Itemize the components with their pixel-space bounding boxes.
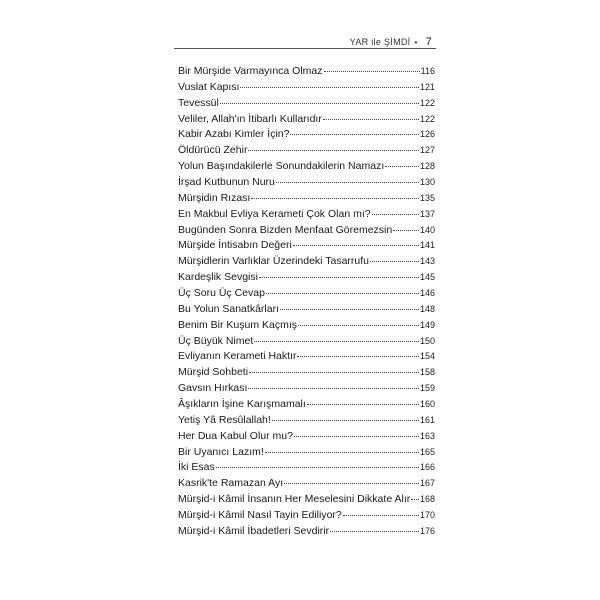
toc-entry	[178, 413, 435, 429]
toc-entry-page: 130	[419, 177, 435, 188]
toc-entry-title: Gavsın Hırkası	[178, 382, 248, 395]
dot-leader	[385, 158, 419, 167]
toc-entry-title: Üç Soru Üç Cevap	[178, 287, 265, 300]
dot-leader	[266, 285, 419, 294]
toc-entry-title: Benim Bir Kuşum Kaçmış	[178, 318, 298, 331]
toc-entry-page: 128	[419, 161, 435, 172]
toc-entry	[178, 80, 435, 96]
dot-leader	[393, 222, 419, 231]
toc-entry-title: Bugünden Sonra Bizden Menfaat Göremezsin	[178, 223, 393, 236]
toc-entry-title: İki Esas	[178, 461, 215, 474]
toc-entry-title: Âşıkların İşine Karışmamalı	[178, 398, 306, 411]
toc-entry	[178, 365, 435, 381]
toc-entry	[178, 191, 435, 207]
toc-entry	[178, 492, 435, 508]
toc-entry-title: Her Dua Kabul Olur mu?	[178, 429, 293, 442]
toc-entry	[178, 286, 435, 302]
dot-leader	[240, 79, 418, 88]
dot-leader	[343, 507, 419, 516]
dot-leader	[297, 349, 419, 358]
toc-entry-page: 167	[419, 478, 435, 489]
toc-entry	[178, 96, 435, 112]
toc-entry-page: 135	[419, 192, 435, 203]
dot-leader	[293, 238, 419, 247]
toc-entry	[178, 302, 435, 318]
toc-entry-page: 170	[419, 510, 435, 521]
toc-entry-title: Yetiş Yâ Resûlallah!	[178, 413, 271, 426]
toc-entry-page: 160	[419, 399, 435, 410]
toc-entry	[178, 508, 435, 524]
toc-entry-page: 161	[419, 414, 435, 425]
toc-entry-title: Bir Uyanıcı Lazım!	[178, 445, 264, 458]
toc-entry-page: 140	[419, 224, 435, 235]
toc-entry-page: 168	[419, 494, 435, 505]
dot-leader	[294, 428, 419, 437]
toc-entry	[178, 143, 435, 159]
toc-entry	[178, 238, 435, 254]
toc-entry	[178, 254, 435, 270]
page-number: 7	[425, 36, 432, 48]
toc-entry	[178, 207, 435, 223]
toc-entry-page: 146	[419, 288, 435, 299]
toc-entry-title: Bu Yolun Sanatkârları	[178, 302, 279, 315]
toc-entry-title: Veliler, Allah'ın İtibarlı Kullarıdır	[178, 112, 322, 125]
toc-entry	[178, 460, 435, 476]
toc-entry-title: Yolun Başındakilerle Sonundakilerin Namazı	[178, 160, 385, 173]
toc-entry	[178, 270, 435, 286]
toc-entry-title: Mürşid-i Kâmil İbadetleri Sevdirir	[178, 524, 330, 537]
toc-entry-title: Mürşidlerin Varlıklar Üzerindeki Tasarrufu	[178, 255, 370, 268]
dot-leader	[249, 364, 419, 373]
toc-entry-page: 150	[419, 335, 435, 346]
toc-entry	[178, 524, 435, 540]
dot-leader	[323, 111, 419, 120]
toc-entry-page: 154	[419, 351, 435, 362]
toc-entry	[178, 112, 435, 128]
toc-entry-title: Mürşid Sohbeti	[178, 366, 249, 379]
toc-entry-page: 158	[419, 367, 435, 378]
header-bullet: •	[414, 37, 418, 47]
dot-leader	[265, 444, 419, 453]
toc-entry	[178, 445, 435, 461]
dot-leader	[298, 317, 419, 326]
dot-leader	[259, 269, 419, 278]
dot-leader	[220, 95, 419, 104]
toc-entry-page: 148	[419, 303, 435, 314]
toc-entry-title: Evliyanın Kerameti Haktır	[178, 350, 297, 363]
toc-entry-page: 126	[419, 129, 435, 140]
toc-entry-title: Mürşidin Rızası	[178, 191, 251, 204]
toc-entry	[178, 381, 435, 397]
dot-leader	[411, 491, 419, 500]
dot-leader	[284, 475, 419, 484]
toc-entry-title: Mürşid-i Kâmil Nasıl Tayin Ediliyor?	[178, 509, 342, 522]
toc-entry-title: Tevessül	[178, 96, 219, 109]
toc-entry	[178, 159, 435, 175]
running-header	[176, 36, 432, 48]
table-of-contents	[178, 64, 435, 540]
dot-leader	[330, 523, 419, 532]
toc-entry-page: 166	[419, 462, 435, 473]
header-rule	[174, 48, 436, 49]
toc-entry	[178, 223, 435, 239]
dot-leader	[248, 380, 419, 389]
toc-entry-page: 159	[419, 383, 435, 394]
toc-entry-page: 141	[419, 240, 435, 251]
toc-entry-title: İrşad Kutbunun Nuru	[178, 176, 275, 189]
toc-entry-title: Üç Büyük Nimet	[178, 334, 254, 347]
dot-leader	[254, 333, 419, 342]
toc-entry	[178, 429, 435, 445]
toc-entry-page: 116	[420, 66, 435, 76]
toc-entry-title: Mürşid-i Kâmil İnsanın Her Meselesini Dikkate Alır	[178, 493, 411, 506]
toc-entry-page: 149	[419, 319, 435, 330]
toc-entry-title: Vuslat Kapısı	[178, 80, 240, 93]
dot-leader	[290, 127, 419, 136]
toc-entry	[178, 127, 435, 143]
book-title: YAR ile ŞİMDİ	[349, 37, 411, 47]
dot-leader	[372, 206, 419, 215]
dot-leader	[370, 253, 419, 262]
toc-entry-page: 122	[419, 113, 435, 124]
toc-entry-page: 121	[419, 81, 435, 92]
toc-entry-title: Öldürücü Zehir	[178, 144, 248, 157]
toc-entry	[178, 334, 435, 350]
dot-leader	[251, 190, 419, 199]
toc-entry	[178, 175, 435, 191]
dot-leader	[307, 396, 419, 405]
toc-entry-title: Kabir Azabı Kimler İçin?	[178, 128, 290, 141]
toc-entry-page: 176	[419, 525, 435, 536]
dot-leader	[324, 63, 420, 72]
dot-leader	[216, 460, 419, 469]
toc-entry-page: 143	[419, 256, 435, 267]
toc-entry-page: 122	[419, 97, 435, 108]
toc-entry-page: 127	[419, 145, 435, 156]
toc-entry-title: Kasrik'te Ramazan Ayı	[178, 477, 284, 490]
toc-entry-title: En Makbul Evliya Kerameti Çok Olan mı?	[178, 207, 371, 220]
toc-entry	[178, 318, 435, 334]
toc-entry-title: Bir Mürşide Varmayınca Olmaz	[178, 65, 323, 77]
toc-entry	[178, 476, 435, 492]
toc-entry	[178, 397, 435, 413]
toc-entry	[178, 64, 435, 80]
dot-leader	[248, 142, 419, 151]
dot-leader	[276, 174, 419, 183]
toc-entry-page: 163	[419, 430, 435, 441]
toc-entry-title: Mürşide İntisabın Değeri	[178, 239, 292, 252]
toc-entry-title: Kardeşlik Sevgisi	[178, 271, 258, 284]
dot-leader	[280, 301, 419, 310]
dot-leader	[272, 412, 419, 421]
toc-entry-page: 145	[419, 272, 435, 283]
toc-entry-page: 137	[419, 208, 435, 219]
toc-entry-page: 165	[419, 446, 435, 457]
toc-entry	[178, 349, 435, 365]
